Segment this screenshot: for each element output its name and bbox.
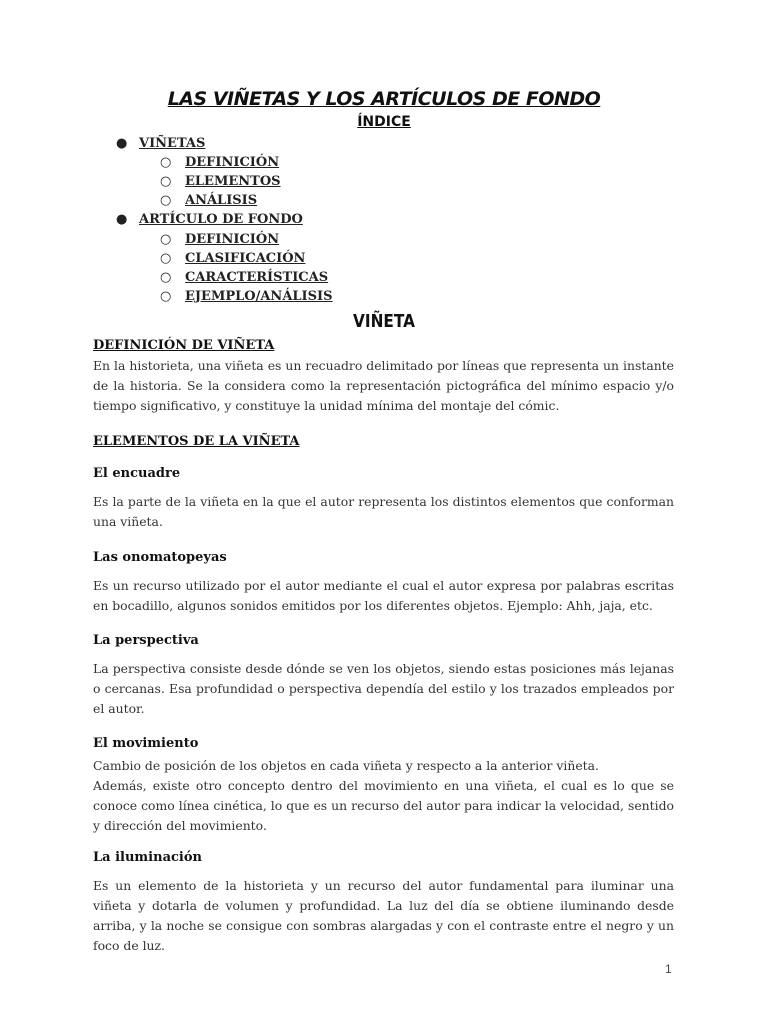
toc-item-label: ANÁLISIS [185, 193, 258, 208]
toc-item [116, 134, 205, 153]
bullet-hollow-icon: ○ [160, 174, 172, 189]
element-paragraph: Además, existe otro concepto dentro del movimiento en una viñeta, el cual es lo que se conoce como línea cinética, lo que es un recurso del autor para indicar la velocidad, sentido y dirección del movimiento. [93, 778, 674, 833]
definition-heading: DEFINICIÓN DE VIÑETA [93, 338, 275, 353]
toc-subitem [160, 191, 257, 210]
document-title: LAS VIÑETAS Y LOS ARTÍCULOS DE FONDO [167, 88, 601, 110]
toc-item-label: CLASIFICACIÓN [185, 251, 306, 266]
toc-item-label: DEFINICIÓN [185, 232, 280, 247]
toc-subitem [160, 230, 279, 249]
bullet-hollow-icon: ○ [160, 289, 172, 304]
toc-item [116, 210, 303, 229]
bullet-hollow-icon: ○ [160, 155, 172, 170]
bullet-filled-icon: ● [116, 136, 128, 151]
element-paragraph: Es un elemento de la historieta y un recurso del autor fundamental para iluminar una viñeta y dotarla de volumen y profundidad. La luz del día se obtiene iluminando desde arriba, y la noche se consigue con sombras alargadas y con el contraste entre el negro y un foco de luz. [93, 878, 674, 953]
element-title: Las onomatopeyas [93, 550, 227, 565]
element-title: La iluminación [93, 850, 202, 865]
bullet-hollow-icon: ○ [160, 232, 172, 247]
toc-subitem [160, 172, 281, 191]
toc-subitem [160, 287, 332, 306]
toc-subitem [160, 249, 305, 268]
toc-subitem [160, 268, 328, 287]
toc-subitem [160, 153, 279, 172]
index-heading: ÍNDICE [357, 114, 411, 130]
element-title: El movimiento [93, 736, 199, 751]
definition-paragraph: En la historieta, una viñeta es un recuadro delimitado por líneas que representa un instante de la historia. Se la considera como la representación pictográfica del mínimo espacio y/o tiempo significativo, y constituye la unidad mínima del montaje del cómic. [93, 358, 674, 413]
toc-item-label: ARTÍCULO DE FONDO [139, 212, 303, 227]
element-title: La perspectiva [93, 633, 199, 648]
page-number: 1 [665, 962, 672, 976]
toc-item-label: EJEMPLO/ANÁLISIS [185, 289, 333, 304]
toc-item-label: DEFINICIÓN [185, 155, 280, 170]
bullet-hollow-icon: ○ [160, 193, 172, 208]
element-paragraph: Es un recurso utilizado por el autor mediante el cual el autor expresa por palabras escritas en bocadillo, algunos sonidos emitidos por los diferentes objetos. Ejemplo: Ahh, jaja, etc. [93, 578, 674, 613]
element-paragraph: Es la parte de la viñeta en la que el autor representa los distintos elementos que conforman una viñeta. [93, 494, 674, 529]
toc-item-label: CARACTERÍSTICAS [185, 270, 329, 285]
toc-item-label: VIÑETAS [139, 136, 206, 151]
section-heading: VIÑETA [353, 311, 415, 332]
element-paragraph: La perspectiva consiste desde dónde se ven los objetos, siendo estas posiciones más lejanas o cercanas. Esa profundidad o perspectiva dependía del estilo y los trazados empleados por el autor. [93, 661, 674, 716]
bullet-hollow-icon: ○ [160, 270, 172, 285]
element-title: El encuadre [93, 466, 181, 481]
bullet-hollow-icon: ○ [160, 251, 172, 266]
element-paragraph: Cambio de posición de los objetos en cada viñeta y respecto a la anterior viñeta. [93, 758, 599, 773]
bullet-filled-icon: ● [116, 212, 128, 227]
toc-item-label: ELEMENTOS [185, 174, 281, 189]
elements-heading: ELEMENTOS DE LA VIÑETA [93, 434, 300, 449]
